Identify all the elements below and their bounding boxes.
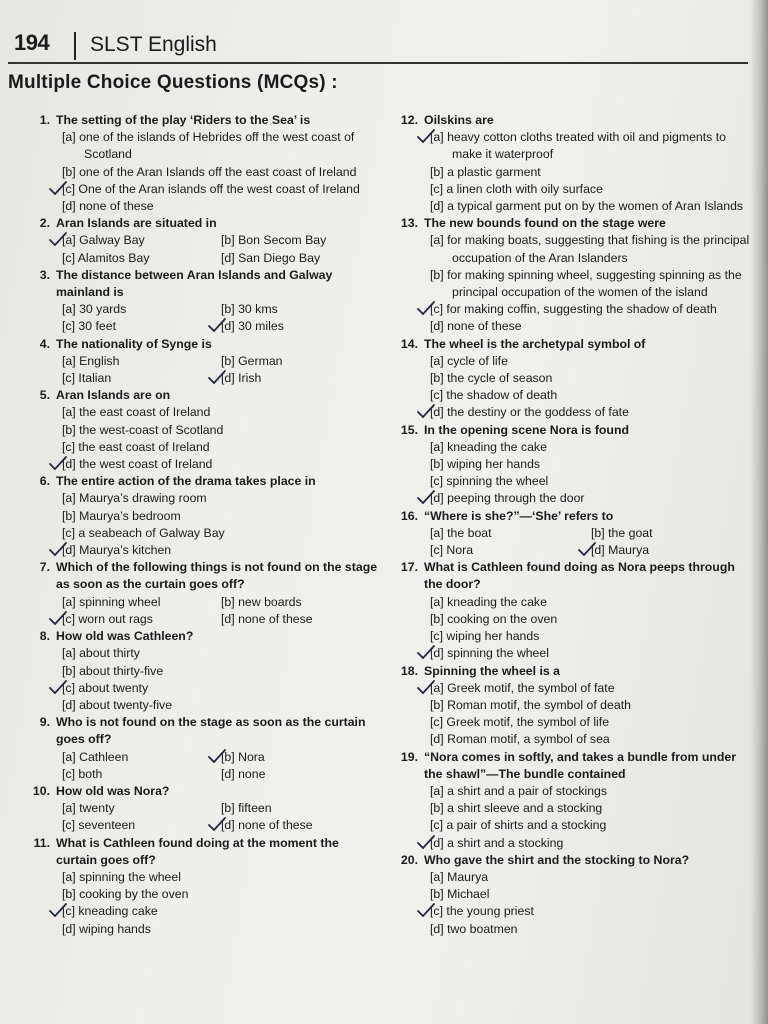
- question-number: 5.: [39, 388, 50, 403]
- question-number: 11.: [33, 835, 50, 850]
- answer-option: [591, 525, 752, 542]
- answer-option: [62, 869, 380, 886]
- pen-tick-icon: [416, 835, 436, 849]
- answer-option-marked: [591, 542, 752, 559]
- question-item: [396, 663, 752, 749]
- option-label: [d] none of these: [221, 818, 313, 833]
- answer-option: [430, 921, 752, 938]
- section-title: Multiple Choice Questions (MCQs) :: [8, 72, 338, 93]
- question-prompt: What is Cathleen found doing as Nora peeps through the door?: [424, 560, 735, 592]
- answer-option-marked: [62, 542, 380, 559]
- option-label: [b] 30 kms: [221, 302, 278, 317]
- option-label: [a] for making boats, suggesting that fishing is the principal occupation of the Aran Islanders: [430, 233, 750, 265]
- question-item: [396, 749, 752, 852]
- pen-tick-icon: [207, 749, 227, 763]
- option-label: [a] cycle of life: [430, 353, 508, 368]
- option-label: [a] twenty: [62, 801, 115, 816]
- question-text: [396, 508, 752, 525]
- option-label: [c] a linen cloth with oily surface: [430, 181, 603, 196]
- option-label: [a] heavy cotton cloths treated with oil and pigments to make it waterproof: [430, 130, 726, 162]
- answer-option-marked: [221, 370, 380, 387]
- option-label: [b] Maurya’s bedroom: [62, 508, 181, 523]
- option-list: [28, 232, 380, 266]
- option-list: [28, 645, 380, 714]
- answer-option: [62, 886, 380, 903]
- option-list: [28, 301, 380, 335]
- answer-option: [430, 611, 752, 628]
- pen-tick-icon: [416, 680, 436, 694]
- answer-option: [430, 456, 752, 473]
- answer-option-marked: [221, 749, 380, 766]
- option-label: [d] the west coast of Ireland: [62, 457, 213, 472]
- option-label: [b] fifteen: [221, 801, 272, 816]
- answer-option: [62, 422, 380, 439]
- question-prompt: “Nora comes in softly, and takes a bundle from under the shawl”—The bundle contained: [424, 749, 737, 781]
- answer-option: [430, 370, 752, 387]
- answer-option: [430, 594, 752, 611]
- option-label: [d] about twenty-five: [62, 697, 173, 712]
- question-prompt: Who is not found on the stage as soon as the curtain goes off?: [56, 715, 366, 747]
- answer-option: [430, 473, 752, 490]
- option-label: [b] the goat: [591, 525, 653, 540]
- question-text: [396, 336, 752, 353]
- pen-tick-icon: [416, 490, 436, 504]
- question-number: 12.: [400, 113, 418, 127]
- option-label: [d] 30 miles: [221, 319, 284, 334]
- option-label: [a] a shirt and a pair of stockings: [430, 783, 608, 798]
- question-text: [28, 215, 380, 232]
- answer-option: [221, 301, 380, 318]
- answer-option: [430, 318, 752, 335]
- answer-option: [430, 886, 752, 903]
- answer-option: [430, 714, 752, 731]
- question-item: [28, 387, 380, 473]
- option-list: [28, 353, 380, 387]
- option-label: [d] Roman motif, a symbol of sea: [430, 732, 610, 747]
- option-label: [d] two boatmen: [430, 921, 518, 936]
- page-curl-shadow: [750, 0, 768, 1024]
- option-label: [a] kneading the cake: [430, 439, 547, 454]
- question-prompt: How old was Cathleen?: [56, 629, 194, 644]
- option-list: [396, 783, 752, 852]
- pen-tick-icon: [48, 903, 68, 917]
- answer-option: [430, 817, 752, 834]
- question-text: [396, 112, 752, 129]
- answer-option: [62, 353, 221, 370]
- option-list: [28, 490, 380, 559]
- pen-tick-icon: [48, 456, 68, 470]
- answer-option: [62, 766, 221, 783]
- answer-option: [430, 353, 752, 370]
- question-text: [396, 215, 752, 232]
- option-label: [b] Michael: [430, 887, 490, 902]
- question-prompt: Who gave the shirt and the stocking to Nora?: [424, 852, 690, 867]
- option-list: [28, 594, 380, 628]
- answer-option: [430, 387, 752, 404]
- option-list: [396, 869, 752, 938]
- option-label: [a] the boat: [430, 525, 492, 540]
- answer-option: [62, 594, 221, 611]
- answer-option-marked: [430, 404, 752, 421]
- question-prompt: The entire action of the drama takes place in: [56, 474, 316, 489]
- option-label: [c] Nora: [430, 543, 474, 558]
- question-number: 8.: [39, 629, 50, 644]
- answer-option-marked: [221, 817, 380, 834]
- answer-option: [62, 817, 221, 834]
- option-label: [d] San Diego Bay: [221, 250, 321, 265]
- option-label: [c] for making coffin, suggesting the shadow of death: [430, 302, 717, 317]
- option-label: [b] the cycle of season: [430, 371, 553, 386]
- option-label: [a] one of the islands of Hebrides off the west coast of Scotland: [62, 130, 355, 162]
- answer-option: [430, 164, 752, 181]
- question-prompt: “Where is she?”—‘She’ refers to: [424, 508, 614, 523]
- answer-option-marked: [221, 318, 380, 335]
- option-label: [d] none of these: [430, 319, 522, 334]
- question-text: [28, 473, 380, 490]
- answer-option: [430, 232, 752, 266]
- answer-option-marked: [430, 680, 752, 697]
- option-label: [c] Italian: [62, 371, 112, 386]
- question-number: 19.: [400, 749, 418, 764]
- question-item: [28, 215, 380, 267]
- answer-option: [62, 370, 221, 387]
- option-label: [a] Galway Bay: [62, 233, 145, 248]
- question-item: [396, 852, 752, 938]
- question-prompt: The distance between Aran Islands and Galway mainland is: [56, 267, 333, 300]
- answer-option: [221, 594, 380, 611]
- option-label: [d] none of these: [221, 611, 313, 626]
- answer-option: [62, 164, 380, 181]
- question-item: [28, 267, 380, 336]
- answer-option: [62, 800, 221, 817]
- question-item: [396, 422, 752, 508]
- question-text: [28, 387, 380, 404]
- question-text: [396, 749, 752, 783]
- answer-option-marked: [62, 903, 380, 920]
- option-label: [a] spinning the wheel: [62, 869, 181, 884]
- question-text: [28, 336, 380, 353]
- question-text: [396, 852, 752, 869]
- question-prompt: In the opening scene Nora is found: [424, 422, 629, 437]
- option-label: [d] Maurya’s kitchen: [62, 543, 172, 558]
- answer-option: [430, 542, 591, 559]
- question-number: 17.: [400, 560, 418, 575]
- answer-option: [221, 766, 380, 783]
- answer-option-marked: [430, 645, 752, 662]
- option-label: [c] One of the Aran islands off the west coast of Ireland: [62, 181, 360, 196]
- option-label: [d] none: [221, 766, 266, 781]
- question-text: [28, 112, 380, 129]
- option-label: [d] spinning the wheel: [430, 646, 549, 661]
- option-label: [c] spinning the wheel: [430, 474, 549, 489]
- pen-tick-icon: [48, 542, 68, 556]
- question-item: [28, 473, 380, 559]
- question-item: [28, 783, 380, 835]
- option-label: [b] new boards: [221, 594, 302, 609]
- question-item: [28, 559, 380, 628]
- option-label: [c] a pair of shirts and a stocking: [430, 818, 607, 833]
- answer-option: [430, 198, 752, 215]
- question-item: [28, 714, 380, 783]
- question-number: 13.: [400, 216, 418, 231]
- question-item: [28, 336, 380, 388]
- answer-option: [62, 250, 221, 267]
- page-number: 194: [14, 30, 50, 55]
- option-list: [396, 525, 752, 559]
- pen-tick-icon: [207, 318, 227, 332]
- question-prompt: Aran Islands are situated in: [56, 216, 217, 231]
- answer-option-marked: [430, 301, 752, 318]
- pen-tick-icon: [416, 301, 436, 315]
- answer-option: [430, 267, 752, 301]
- option-label: [a] Greek motif, the symbol of fate: [430, 680, 615, 695]
- page-header: [14, 30, 754, 64]
- option-label: [b] Bon Secom Bay: [221, 233, 327, 248]
- option-label: [c] Greek motif, the symbol of life: [430, 715, 610, 730]
- question-number: 14.: [400, 336, 418, 351]
- option-label: [d] a shirt and a stocking: [430, 835, 564, 850]
- option-label: [c] the east coast of Ireland: [62, 439, 210, 454]
- question-column-right: [396, 112, 752, 938]
- option-label: [d] a typical garment put on by the women of Aran Islands: [430, 199, 744, 214]
- answer-option: [62, 404, 380, 421]
- answer-option-marked: [62, 232, 221, 249]
- answer-option: [62, 129, 380, 163]
- answer-option: [430, 181, 752, 198]
- question-prompt: The nationality of Synge is: [56, 336, 212, 351]
- answer-option: [430, 731, 752, 748]
- option-list: [28, 404, 380, 473]
- answer-option: [62, 645, 380, 662]
- option-label: [b] cooking on the oven: [430, 611, 558, 626]
- question-number: 3.: [39, 267, 50, 282]
- answer-option: [62, 490, 380, 507]
- answer-option: [221, 800, 380, 817]
- pen-tick-icon: [48, 611, 68, 625]
- option-label: [d] Maurya: [591, 543, 650, 558]
- question-number: 16.: [400, 508, 418, 523]
- option-list: [28, 129, 380, 215]
- answer-option: [221, 353, 380, 370]
- pen-tick-icon: [207, 817, 227, 831]
- question-prompt: The wheel is the archetypal symbol of: [424, 336, 646, 351]
- option-label: [a] 30 yards: [62, 302, 127, 317]
- option-label: [c] both: [62, 766, 103, 781]
- option-label: [b] cooking by the oven: [62, 887, 189, 902]
- header-divider: [74, 32, 76, 60]
- option-label: [c] 30 feet: [62, 319, 117, 334]
- question-number: 20.: [400, 852, 418, 867]
- answer-option: [62, 663, 380, 680]
- pen-tick-icon: [416, 645, 436, 659]
- question-prompt: Which of the following things is not found on the stage as soon as the curtain goes off?: [56, 560, 378, 592]
- answer-option: [430, 800, 752, 817]
- pen-tick-icon: [48, 181, 68, 195]
- answer-option: [62, 921, 380, 938]
- answer-option: [430, 439, 752, 456]
- option-label: [c] wiping her hands: [430, 629, 540, 644]
- question-prompt: What is Cathleen found doing at the moment the curtain goes off?: [56, 835, 339, 867]
- question-item: [396, 508, 752, 560]
- option-label: [c] kneading cake: [62, 904, 158, 919]
- option-label: [a] the east coast of Ireland: [62, 405, 211, 420]
- answer-option: [62, 301, 221, 318]
- answer-option-marked: [430, 490, 752, 507]
- question-item: [396, 559, 752, 662]
- question-item: [28, 628, 380, 714]
- answer-option: [430, 697, 752, 714]
- option-list: [28, 749, 380, 783]
- question-number: 10.: [32, 783, 50, 798]
- answer-option: [62, 439, 380, 456]
- option-label: [b] Nora: [221, 749, 265, 764]
- option-label: [b] a shirt sleeve and a stocking: [430, 801, 603, 816]
- question-text: [396, 663, 752, 680]
- answer-option-marked: [62, 456, 380, 473]
- option-label: [d] none of these: [62, 199, 154, 214]
- option-label: [a] spinning wheel: [62, 594, 161, 609]
- question-item: [396, 336, 752, 422]
- question-prompt: Spinning the wheel is a: [424, 663, 560, 678]
- answer-option-marked: [430, 129, 752, 163]
- answer-option-marked: [430, 903, 752, 920]
- pen-tick-icon: [577, 542, 597, 556]
- option-label: [b] for making spinning wheel, suggesting spinning as the principal occupation of the women of the island: [430, 267, 742, 300]
- question-item: [28, 835, 380, 938]
- question-number: 4.: [39, 336, 50, 351]
- pen-tick-icon: [207, 370, 227, 384]
- option-label: [a] Maurya’s drawing room: [62, 491, 207, 506]
- question-number: 9.: [39, 715, 50, 730]
- book-title: SLST English: [90, 33, 217, 56]
- question-prompt: Aran Islands are on: [56, 388, 171, 403]
- option-label: [a] kneading the cake: [430, 594, 547, 609]
- option-label: [c] the young priest: [430, 904, 534, 919]
- question-number: 1.: [39, 113, 50, 127]
- answer-option: [430, 869, 752, 886]
- answer-option-marked: [62, 680, 380, 697]
- question-text: [28, 835, 380, 869]
- answer-option: [62, 508, 380, 525]
- question-number: 2.: [39, 216, 50, 231]
- option-label: [b] one of the Aran Islands off the east coast of Ireland: [62, 164, 357, 179]
- question-prompt: The setting of the play ‘Riders to the Sea’ is: [56, 113, 311, 127]
- option-label: [c] Alamitos Bay: [62, 250, 150, 265]
- question-number: 18.: [400, 663, 418, 678]
- option-list: [396, 439, 752, 508]
- option-list: [396, 232, 752, 335]
- question-number: 15.: [400, 422, 418, 437]
- question-number: 6.: [39, 474, 50, 489]
- question-item: [396, 215, 752, 335]
- question-text: [28, 783, 380, 800]
- question-text: [396, 422, 752, 439]
- pen-tick-icon: [416, 129, 436, 143]
- pen-tick-icon: [416, 404, 436, 418]
- answer-option-marked: [62, 181, 380, 198]
- answer-option: [62, 749, 221, 766]
- answer-option: [430, 525, 591, 542]
- question-prompt: How old was Nora?: [56, 783, 170, 798]
- answer-option: [430, 783, 752, 800]
- option-label: [d] wiping hands: [62, 921, 151, 936]
- question-prompt: The new bounds found on the stage were: [424, 216, 666, 231]
- question-item: [28, 112, 380, 215]
- question-text: [28, 628, 380, 645]
- option-label: [d] the destiny or the goddess of fate: [430, 405, 629, 420]
- option-label: [c] about twenty: [62, 680, 149, 695]
- answer-option: [62, 198, 380, 215]
- pen-tick-icon: [416, 903, 436, 917]
- question-number: 7.: [39, 560, 50, 575]
- option-label: [d] Irish: [221, 371, 262, 386]
- option-list: [396, 129, 752, 215]
- option-label: [c] seventeen: [62, 818, 136, 833]
- answer-option: [430, 628, 752, 645]
- option-label: [b] the west-coast of Scotland: [62, 422, 224, 437]
- answer-option: [221, 250, 380, 267]
- option-label: [b] wiping her hands: [430, 457, 541, 472]
- option-label: [b] German: [221, 353, 283, 368]
- answer-option-marked: [62, 611, 221, 628]
- header-rule: [8, 62, 748, 64]
- option-label: [b] about thirty-five: [62, 663, 164, 678]
- question-text: [28, 559, 380, 593]
- question-item: [396, 112, 752, 215]
- option-label: [b] a plastic garment: [430, 164, 541, 179]
- pen-tick-icon: [48, 232, 68, 246]
- option-label: [d] peeping through the door: [430, 491, 585, 506]
- option-label: [a] Cathleen: [62, 749, 129, 764]
- option-list: [396, 353, 752, 422]
- pen-tick-icon: [48, 680, 68, 694]
- option-label: [b] Roman motif, the symbol of death: [430, 697, 631, 712]
- option-list: [28, 869, 380, 938]
- answer-option: [62, 525, 380, 542]
- option-list: [396, 594, 752, 663]
- question-column-left: [28, 112, 380, 938]
- question-prompt: Oilskins are: [424, 113, 494, 127]
- question-text: [396, 559, 752, 593]
- option-list: [28, 800, 380, 834]
- option-label: [c] worn out rags: [62, 611, 153, 626]
- option-list: [396, 680, 752, 749]
- option-label: [a] about thirty: [62, 646, 140, 661]
- answer-option: [221, 611, 380, 628]
- answer-option: [221, 232, 380, 249]
- answer-option: [62, 318, 221, 335]
- question-text: [28, 267, 380, 301]
- option-label: [a] Maurya: [430, 869, 489, 884]
- answer-option: [62, 697, 380, 714]
- option-label: [a] English: [62, 353, 120, 368]
- answer-option-marked: [430, 835, 752, 852]
- question-text: [28, 714, 380, 748]
- option-label: [c] the shadow of death: [430, 388, 558, 403]
- option-label: [c] a seabeach of Galway Bay: [62, 525, 225, 540]
